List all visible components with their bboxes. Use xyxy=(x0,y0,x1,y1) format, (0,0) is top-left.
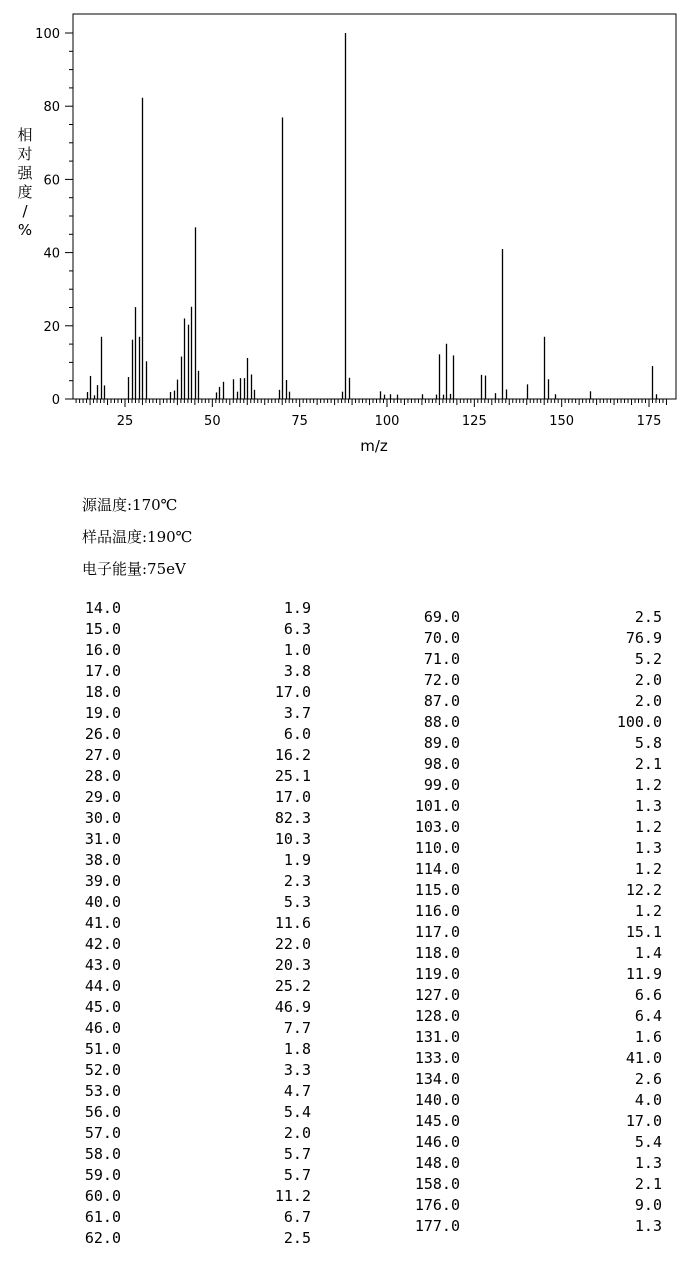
table-row xyxy=(405,985,675,1006)
relative-abundance-value: 3.7 xyxy=(283,704,311,722)
mz-value: 39.0 xyxy=(84,872,121,890)
mz-value: 134.0 xyxy=(414,1070,460,1088)
mz-value: 176.0 xyxy=(414,1196,460,1214)
mz-value: 127.0 xyxy=(414,986,460,1004)
mz-value: 51.0 xyxy=(84,1040,121,1058)
mz-value: 110.0 xyxy=(414,839,460,857)
x-tick-label: 150 xyxy=(549,414,575,429)
table-row xyxy=(79,829,319,850)
relative-abundance-value: 100.0 xyxy=(616,713,662,731)
relative-abundance-value: 4.7 xyxy=(283,1082,311,1100)
table-row xyxy=(405,817,675,838)
relative-abundance-value: 1.8 xyxy=(283,1040,311,1058)
relative-abundance-value: 41.0 xyxy=(625,1049,662,1067)
table-row xyxy=(405,754,675,775)
y-tick-label: 20 xyxy=(43,319,60,335)
spectrum-peaks xyxy=(88,33,657,399)
relative-abundance-value: 17.0 xyxy=(625,1112,662,1130)
relative-abundance-value: 7.7 xyxy=(283,1019,311,1037)
table-row xyxy=(405,1006,675,1027)
table-row xyxy=(79,661,319,682)
mz-value: 99.0 xyxy=(423,776,460,794)
mz-value: 14.0 xyxy=(84,599,121,617)
table-row xyxy=(405,691,675,712)
table-row xyxy=(405,1195,675,1216)
mz-value: 89.0 xyxy=(423,734,460,752)
relative-abundance-value: 22.0 xyxy=(274,935,311,953)
mz-value: 31.0 xyxy=(84,830,121,848)
relative-abundance-value: 2.5 xyxy=(634,608,662,626)
mz-value: 42.0 xyxy=(84,935,121,953)
table-row xyxy=(405,1216,675,1237)
table-row xyxy=(79,955,319,976)
table-row xyxy=(79,1144,319,1165)
mz-value: 71.0 xyxy=(423,650,460,668)
table-row xyxy=(79,682,319,703)
mz-value: 52.0 xyxy=(84,1061,121,1079)
mz-value: 114.0 xyxy=(414,860,460,878)
table-row xyxy=(79,850,319,871)
mz-value: 38.0 xyxy=(84,851,121,869)
relative-abundance-value: 3.8 xyxy=(283,662,311,680)
relative-abundance-value: 2.0 xyxy=(634,692,662,710)
mz-value: 158.0 xyxy=(414,1175,460,1193)
x-tick-label: 25 xyxy=(116,414,134,429)
x-tick-label: 75 xyxy=(291,414,308,429)
mz-value: 116.0 xyxy=(414,902,460,920)
sample-temperature: 样品温度:190℃ xyxy=(82,528,193,546)
table-row xyxy=(79,1228,319,1249)
relative-abundance-value: 2.1 xyxy=(634,755,662,773)
y-tick-label: 60 xyxy=(43,173,60,189)
peak-table-left xyxy=(79,598,319,1249)
table-row xyxy=(79,871,319,892)
relative-abundance-value: 25.2 xyxy=(274,977,311,995)
table-row xyxy=(79,787,319,808)
y-tick-label: 0 xyxy=(51,393,60,408)
relative-abundance-value: 11.2 xyxy=(274,1187,311,1205)
table-row xyxy=(405,859,675,880)
table-row xyxy=(79,1165,319,1186)
table-row xyxy=(405,1174,675,1195)
relative-abundance-value: 2.0 xyxy=(283,1124,311,1142)
table-row xyxy=(405,838,675,859)
mz-value: 16.0 xyxy=(84,641,121,659)
mz-value: 56.0 xyxy=(84,1103,121,1121)
table-row xyxy=(405,1153,675,1174)
mz-value: 133.0 xyxy=(414,1049,460,1067)
table-row xyxy=(405,712,675,733)
mz-value: 17.0 xyxy=(84,662,121,680)
table-row xyxy=(405,628,675,649)
table-row xyxy=(79,703,319,724)
mz-value: 118.0 xyxy=(414,944,460,962)
table-row xyxy=(79,1060,319,1081)
mz-value: 119.0 xyxy=(414,965,460,983)
mz-value: 15.0 xyxy=(84,620,121,638)
relative-abundance-value: 20.3 xyxy=(274,956,311,974)
relative-abundance-value: 10.3 xyxy=(274,830,311,848)
y-tick-label: 40 xyxy=(43,246,60,262)
relative-abundance-value: 1.9 xyxy=(283,851,311,869)
mz-value: 115.0 xyxy=(414,881,460,899)
y-axis-ticks xyxy=(35,27,73,408)
relative-abundance-value: 1.0 xyxy=(283,641,311,659)
relative-abundance-value: 2.0 xyxy=(634,671,662,689)
mz-value: 98.0 xyxy=(423,755,460,773)
table-row xyxy=(79,808,319,829)
table-row xyxy=(405,880,675,901)
x-tick-label: 125 xyxy=(461,414,487,429)
table-row xyxy=(405,1048,675,1069)
relative-abundance-value: 6.4 xyxy=(634,1007,662,1025)
relative-abundance-value: 1.3 xyxy=(634,1217,662,1235)
relative-abundance-value: 25.1 xyxy=(274,767,311,785)
relative-abundance-value: 5.8 xyxy=(634,734,662,752)
mz-value: 128.0 xyxy=(414,1007,460,1025)
relative-abundance-value: 12.2 xyxy=(625,881,662,899)
mz-value: 103.0 xyxy=(414,818,460,836)
mz-value: 29.0 xyxy=(84,788,121,806)
mz-value: 59.0 xyxy=(84,1166,121,1184)
relative-abundance-value: 6.3 xyxy=(283,620,311,638)
mz-value: 46.0 xyxy=(84,1019,121,1037)
table-row xyxy=(79,745,319,766)
table-row xyxy=(405,1132,675,1153)
x-tick-label: 175 xyxy=(636,414,662,429)
table-row xyxy=(79,892,319,913)
mz-value: 60.0 xyxy=(84,1187,121,1205)
mass-spectrum-chart xyxy=(0,0,687,470)
plot-frame xyxy=(73,14,676,399)
relative-abundance-value: 2.5 xyxy=(283,1229,311,1247)
mz-value: 101.0 xyxy=(414,797,460,815)
table-row xyxy=(79,1081,319,1102)
table-row xyxy=(79,913,319,934)
table-row xyxy=(405,1027,675,1048)
relative-abundance-value: 1.2 xyxy=(634,776,662,794)
source-temperature: 源温度:170℃ xyxy=(82,496,178,514)
table-row xyxy=(405,607,675,628)
relative-abundance-value: 6.6 xyxy=(634,986,662,1004)
relative-abundance-value: 5.2 xyxy=(634,650,662,668)
mz-value: 43.0 xyxy=(84,956,121,974)
table-row xyxy=(405,733,675,754)
table-row xyxy=(79,619,319,640)
relative-abundance-value: 1.6 xyxy=(634,1028,662,1046)
mz-value: 58.0 xyxy=(84,1145,121,1163)
mz-value: 62.0 xyxy=(84,1229,121,1247)
mz-value: 26.0 xyxy=(84,725,121,743)
relative-abundance-value: 1.2 xyxy=(634,902,662,920)
y-axis-label: 相对强度/ % xyxy=(17,126,33,239)
table-row xyxy=(405,943,675,964)
mz-value: 40.0 xyxy=(84,893,121,911)
mz-value: 27.0 xyxy=(84,746,121,764)
x-tick-label: 50 xyxy=(204,414,221,429)
mz-value: 57.0 xyxy=(84,1124,121,1142)
table-row xyxy=(79,976,319,997)
relative-abundance-value: 2.1 xyxy=(634,1175,662,1193)
mz-value: 18.0 xyxy=(84,683,121,701)
relative-abundance-value: 1.3 xyxy=(634,797,662,815)
table-row xyxy=(79,934,319,955)
mz-value: 145.0 xyxy=(414,1112,460,1130)
table-row xyxy=(405,922,675,943)
table-row xyxy=(405,1090,675,1111)
relative-abundance-value: 6.7 xyxy=(283,1208,311,1226)
mz-value: 53.0 xyxy=(84,1082,121,1100)
relative-abundance-value: 5.4 xyxy=(634,1133,662,1151)
mz-value: 177.0 xyxy=(414,1217,460,1235)
mz-value: 148.0 xyxy=(414,1154,460,1172)
table-row xyxy=(79,724,319,745)
electron-energy: 电子能量:75eV xyxy=(82,560,186,578)
relative-abundance-value: 2.6 xyxy=(634,1070,662,1088)
x-axis-ticks xyxy=(76,399,666,429)
relative-abundance-value: 1.4 xyxy=(634,944,662,962)
relative-abundance-value: 1.2 xyxy=(634,818,662,836)
table-row xyxy=(405,649,675,670)
relative-abundance-value: 16.2 xyxy=(274,746,311,764)
mz-value: 45.0 xyxy=(84,998,121,1016)
relative-abundance-value: 6.0 xyxy=(283,725,311,743)
table-row xyxy=(405,796,675,817)
mz-value: 44.0 xyxy=(84,977,121,995)
relative-abundance-value: 46.9 xyxy=(274,998,311,1016)
mz-value: 61.0 xyxy=(84,1208,121,1226)
relative-abundance-value: 9.0 xyxy=(634,1196,662,1214)
relative-abundance-value: 82.3 xyxy=(274,809,311,827)
mz-value: 87.0 xyxy=(423,692,460,710)
relative-abundance-value: 4.0 xyxy=(634,1091,662,1109)
table-row xyxy=(405,964,675,985)
relative-abundance-value: 11.9 xyxy=(625,965,662,983)
table-row xyxy=(79,640,319,661)
table-row xyxy=(79,1123,319,1144)
relative-abundance-value: 17.0 xyxy=(274,788,311,806)
table-row xyxy=(405,670,675,691)
relative-abundance-value: 2.3 xyxy=(283,872,311,890)
relative-abundance-value: 1.3 xyxy=(634,1154,662,1172)
mz-value: 140.0 xyxy=(414,1091,460,1109)
x-tick-label: 100 xyxy=(374,414,400,429)
mz-value: 41.0 xyxy=(84,914,121,932)
mz-value: 131.0 xyxy=(414,1028,460,1046)
relative-abundance-value: 5.7 xyxy=(283,1166,311,1184)
table-row xyxy=(79,598,319,619)
mz-value: 70.0 xyxy=(423,629,460,647)
peak-table-right xyxy=(405,607,675,1237)
relative-abundance-value: 5.4 xyxy=(283,1103,311,1121)
y-tick-label: 80 xyxy=(43,100,60,116)
mz-value: 88.0 xyxy=(423,713,460,731)
relative-abundance-value: 5.7 xyxy=(283,1145,311,1163)
table-row xyxy=(79,1018,319,1039)
mz-value: 19.0 xyxy=(84,704,121,722)
mz-value: 28.0 xyxy=(84,767,121,785)
y-tick-label: 100 xyxy=(35,27,60,42)
table-row xyxy=(405,1069,675,1090)
relative-abundance-value: 3.3 xyxy=(283,1061,311,1079)
mz-value: 117.0 xyxy=(414,923,460,941)
mz-value: 30.0 xyxy=(84,809,121,827)
relative-abundance-value: 76.9 xyxy=(625,629,662,647)
table-row xyxy=(79,1186,319,1207)
relative-abundance-value: 1.2 xyxy=(634,860,662,878)
relative-abundance-value: 17.0 xyxy=(274,683,311,701)
relative-abundance-value: 5.3 xyxy=(283,893,311,911)
table-row xyxy=(405,901,675,922)
x-axis-label: m/z xyxy=(360,437,388,455)
table-row xyxy=(405,775,675,796)
relative-abundance-value: 15.1 xyxy=(625,923,662,941)
table-row xyxy=(79,1039,319,1060)
relative-abundance-value: 1.3 xyxy=(634,839,662,857)
relative-abundance-value: 1.9 xyxy=(283,599,311,617)
table-row xyxy=(79,1207,319,1228)
table-row xyxy=(79,997,319,1018)
table-row xyxy=(405,1111,675,1132)
mz-value: 146.0 xyxy=(414,1133,460,1151)
relative-abundance-value: 11.6 xyxy=(274,914,311,932)
table-row xyxy=(79,766,319,787)
mz-value: 72.0 xyxy=(423,671,460,689)
mz-value: 69.0 xyxy=(423,608,460,626)
table-row xyxy=(79,1102,319,1123)
